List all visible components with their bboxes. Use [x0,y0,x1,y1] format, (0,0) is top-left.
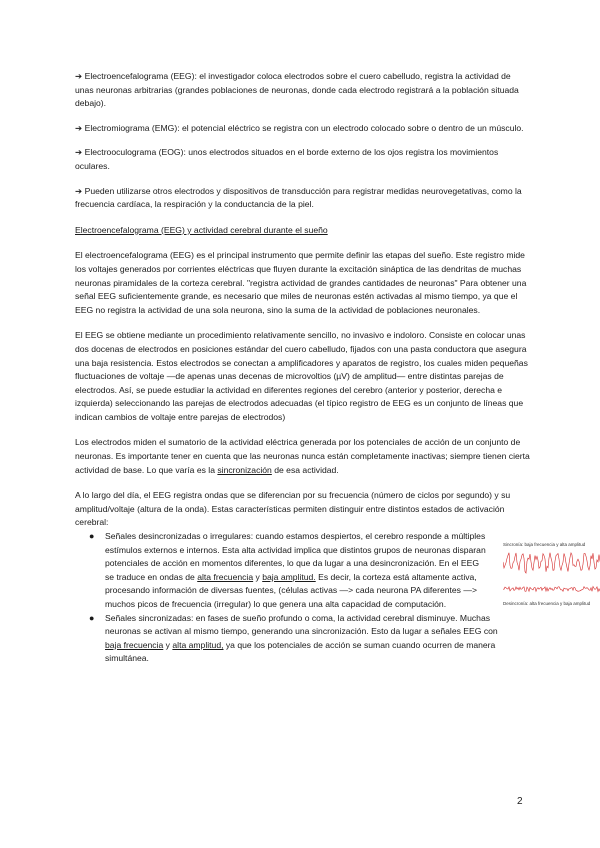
underlined-term: sincronización [217,464,272,475]
underlined-term: baja amplitud. [262,571,316,582]
text-run: Es decir, la corteza está altamente activa, procesando información de diversas fuentes, (células activas —> cada neurona PA diferentes —> muchos picos de frecuencia (irregular) lo que genera una alta capacidad de computación. [105,571,477,609]
underlined-term: baja frecuencia [105,639,164,650]
text-run: Los electrodos miden el sumatorio de la actividad eléctrica generada por los potenciales de acción de un conjunto de neuronas. Es importante tener en cuenta que las neuronas nunca están completamente inactivas; siempre tienen cierta actividad de base. Lo que varía es la [75,437,530,475]
paragraph-waves: A lo largo del día, el EEG registra ondas que se diferencian por su frecuencia (número de ciclos por segundo) y su amplitud/voltaje (altura de la onda). Estas características permiten distinguir entre distintos estados de activación cerebral: [75,490,511,528]
text-run: de esa actividad. [271,464,339,475]
paragraph-eeg-definition: El electroencefalograma (EEG) es el principal instrumento que permite definir las etapas del sueño. Este registro mide los voltajes generados por corrientes eléctricas que fluyen durante la excitación sináptica de las dendritas de muchas neuronas piramidales de la corteza cerebral. "registra actividad de grandes cantidades de neuronas" Para obtener una señal EEG suficientemente grande, es necesario que miles de neuronas estén activadas al mismo tiempo, ya que el EEG no registra la actividad de una sola neurona, sino la suma de la actividad de poblaciones neuronales. [75,250,527,315]
list-item [75,530,490,612]
underlined-term: alta frecuencia [197,571,254,582]
paragraph-synchronization [75,436,530,477]
bullet-dot-icon: ● [89,612,95,623]
text-run: y [253,571,263,582]
desync-wave-graphic [503,582,600,596]
arrow-icon: ➔ [75,147,83,158]
arrow-icon: ➔ [75,122,83,133]
figure-caption-bottom: Desincronía: alta frecuencia y baja amplitud [503,601,591,607]
page-number: 2 [517,796,523,807]
text-run: y [163,639,173,650]
paragraph-eeg-procedure: El EEG se obtiene mediante un procedimiento relativamente sencillo, no invasivo e indoloro. Consiste en colocar unas dos docenas de electrodos en posiciones estándar del cuero cabelludo, fijados con una pasta conductora que asegura una baja resistencia. Estos electrodos se conectan a amplificadores y aparatos de registro, los cuales miden pequeñas fluctuaciones de voltaje —de apenas unas decenas de microvoltios (µV) de amplitud— entre distintas parejas de electrodos. Así, se puede estudiar la actividad en diferentes regiones del cerebro (anterior y posterior, derecha e izquierda) seleccionando las parejas de electrodos adecuadas (el típico registro de EEG es un conjunto de líneas que indican cambios de voltaje entre parejas de electrodos) [75,330,528,422]
text-run: Señales desincronizadas o irregulares: cuando estamos despiertos, el cerebro responde a múltiples estímulos externos e internos. Esta alta actividad implica que distintos grupos de neuronas disparan potenciales de acción en momentos diferentes, lo que da lugar a una desincronización. En el EEG se traduce en ondas de [105,531,486,582]
desync-waveform [503,587,600,592]
intro-item-eog [75,146,530,173]
bullet-text [105,530,490,612]
intro-text: Electroencefalograma (EEG): el investigador coloca electrodos sobre el cuero cabelludo, registra la actividad de unas neuronas arbitrarias (grandes poblaciones de neuronas, donde cada electrodo registrará a la población situada debajo). [75,71,519,109]
section-heading: Electroencefalograma (EEG) y actividad cerebral durante el sueño [75,224,328,235]
figure-caption-top: Sincronía: baja frecuencia y alta amplitud [503,542,586,548]
list-item [75,612,515,666]
bullet-dot-icon: ● [89,531,95,542]
arrow-icon: ➔ [75,71,83,81]
intro-text: Pueden utilizarse otros electrodos y dispositivos de transducción para registrar medidas neurovegetativas, como la frecuencia cardíaca, la respiración y la conductancia de la piel. [75,185,522,210]
text-run: Señales sincronizadas: en fases de sueño profundo o coma, la actividad cerebral disminuye. Muchas neuronas se activan al mismo tiempo, generando una sincronización. Esto da lugar a señales EEG con [105,612,498,637]
arrow-icon: ➔ [75,185,83,196]
document-page [75,70,591,666]
intro-text: Electromiograma (EMG): el potencial eléctrico se registra con un electrodo colocado sobre o dentro de un músculo. [84,122,524,133]
text-run: ya que los potenciales de acción se suman cuando ocurren de manera simultánea. [105,639,496,664]
underlined-term: alta amplitud, [172,639,224,650]
bullet-text [105,612,515,666]
intro-text: Electrooculograma (EOG): unos electrodos situados en el borde externo de los ojos registra los movimientos oculares. [75,147,499,171]
intro-item-other [75,185,530,212]
sync-waveform [503,553,600,573]
bullet-list [75,530,591,666]
sync-wave-graphic [503,547,600,577]
eeg-waveform-figure [503,542,600,622]
intro-item-eeg [75,70,530,111]
intro-item-emg [75,122,530,136]
